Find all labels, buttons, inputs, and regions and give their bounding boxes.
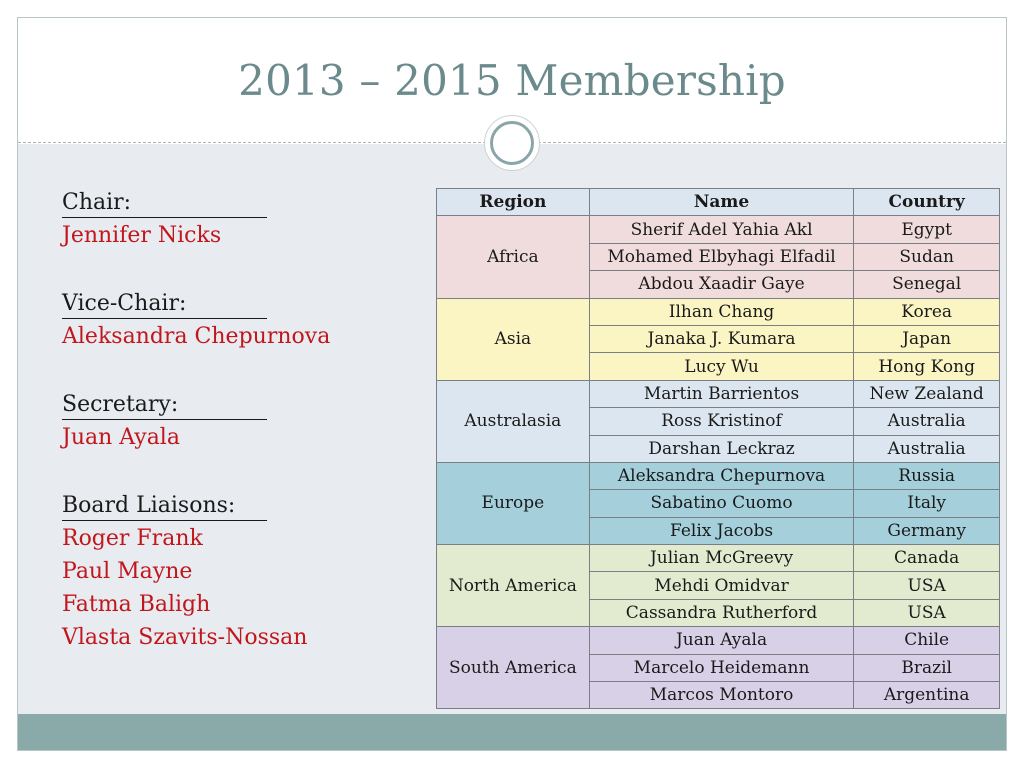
- officer-group-vice-chair: [62, 285, 382, 353]
- member-country-cell: USA: [854, 572, 1000, 599]
- member-country-cell: Argentina: [854, 682, 1000, 709]
- member-country-cell: Senegal: [854, 271, 1000, 298]
- membership-table: [436, 188, 1000, 709]
- member-name-cell: Cassandra Rutherford: [589, 599, 854, 626]
- member-name-cell: Sherif Adel Yahia Akl: [589, 216, 854, 243]
- table-row: [437, 380, 1000, 407]
- divider-ornament-icon: [490, 121, 534, 165]
- member-name-cell: Juan Ayala: [589, 627, 854, 654]
- table-row: [437, 545, 1000, 572]
- member-country-cell: Brazil: [854, 654, 1000, 681]
- officer-name: Vlasta Szavits-Nossan: [62, 625, 308, 650]
- officer-group-secretary: [62, 386, 382, 454]
- role-label: Secretary:: [62, 391, 267, 420]
- member-country-cell: Korea: [854, 298, 1000, 325]
- member-country-cell: USA: [854, 599, 1000, 626]
- region-cell: South America: [437, 627, 590, 709]
- table-body: [437, 216, 1000, 709]
- member-name-cell: Sabatino Cuomo: [589, 490, 854, 517]
- member-name-cell: Abdou Xaadir Gaye: [589, 271, 854, 298]
- member-country-cell: Chile: [854, 627, 1000, 654]
- officer-name: Fatma Baligh: [62, 592, 211, 617]
- officer-name: Juan Ayala: [62, 425, 180, 450]
- officer-name: Jennifer Nicks: [62, 223, 222, 248]
- member-name-cell: Aleksandra Chepurnova: [589, 462, 854, 489]
- member-country-cell: New Zealand: [854, 380, 1000, 407]
- member-country-cell: Egypt: [854, 216, 1000, 243]
- member-name-cell: Julian McGreevy: [589, 545, 854, 572]
- header-region: Region: [437, 189, 590, 216]
- table-row: [437, 462, 1000, 489]
- region-cell: Australasia: [437, 380, 590, 462]
- member-country-cell: Sudan: [854, 243, 1000, 270]
- header-country: Country: [854, 189, 1000, 216]
- officer-name: Paul Mayne: [62, 559, 193, 584]
- member-name-cell: Felix Jacobs: [589, 517, 854, 544]
- region-cell: Africa: [437, 216, 590, 298]
- member-name-cell: Mohamed Elbyhagi Elfadil: [589, 243, 854, 270]
- member-name-cell: Martin Barrientos: [589, 380, 854, 407]
- member-country-cell: Canada: [854, 545, 1000, 572]
- member-name-cell: Mehdi Omidvar: [589, 572, 854, 599]
- role-label: Vice-Chair:: [62, 290, 267, 319]
- member-country-cell: Australia: [854, 435, 1000, 462]
- role-label: Chair:: [62, 189, 267, 218]
- member-country-cell: Italy: [854, 490, 1000, 517]
- officer-name: Roger Frank: [62, 526, 203, 551]
- member-country-cell: Hong Kong: [854, 353, 1000, 380]
- member-country-cell: Germany: [854, 517, 1000, 544]
- slide: [17, 17, 1007, 751]
- member-country-cell: Russia: [854, 462, 1000, 489]
- table-row: [437, 627, 1000, 654]
- role-label: Board Liaisons:: [62, 492, 267, 521]
- member-name-cell: Ross Kristinof: [589, 408, 854, 435]
- member-country-cell: Australia: [854, 408, 1000, 435]
- member-country-cell: Japan: [854, 325, 1000, 352]
- officers-list: [62, 184, 382, 654]
- member-name-cell: Darshan Leckraz: [589, 435, 854, 462]
- table-header-row: [437, 189, 1000, 216]
- header-name: Name: [589, 189, 854, 216]
- member-name-cell: Marcos Montoro: [589, 682, 854, 709]
- member-name-cell: Ilhan Chang: [589, 298, 854, 325]
- member-name-cell: Janaka J. Kumara: [589, 325, 854, 352]
- table-row: [437, 216, 1000, 243]
- officer-group-board-liaisons: [62, 487, 382, 654]
- member-name-cell: Marcelo Heidemann: [589, 654, 854, 681]
- footer-band: [18, 714, 1006, 750]
- region-cell: North America: [437, 545, 590, 627]
- slide-title: 2013 – 2015 Membership: [238, 56, 786, 105]
- region-cell: Europe: [437, 462, 590, 544]
- member-name-cell: Lucy Wu: [589, 353, 854, 380]
- region-cell: Asia: [437, 298, 590, 380]
- officer-name: Aleksandra Chepurnova: [62, 324, 331, 349]
- officer-group-chair: [62, 184, 382, 252]
- table-row: [437, 298, 1000, 325]
